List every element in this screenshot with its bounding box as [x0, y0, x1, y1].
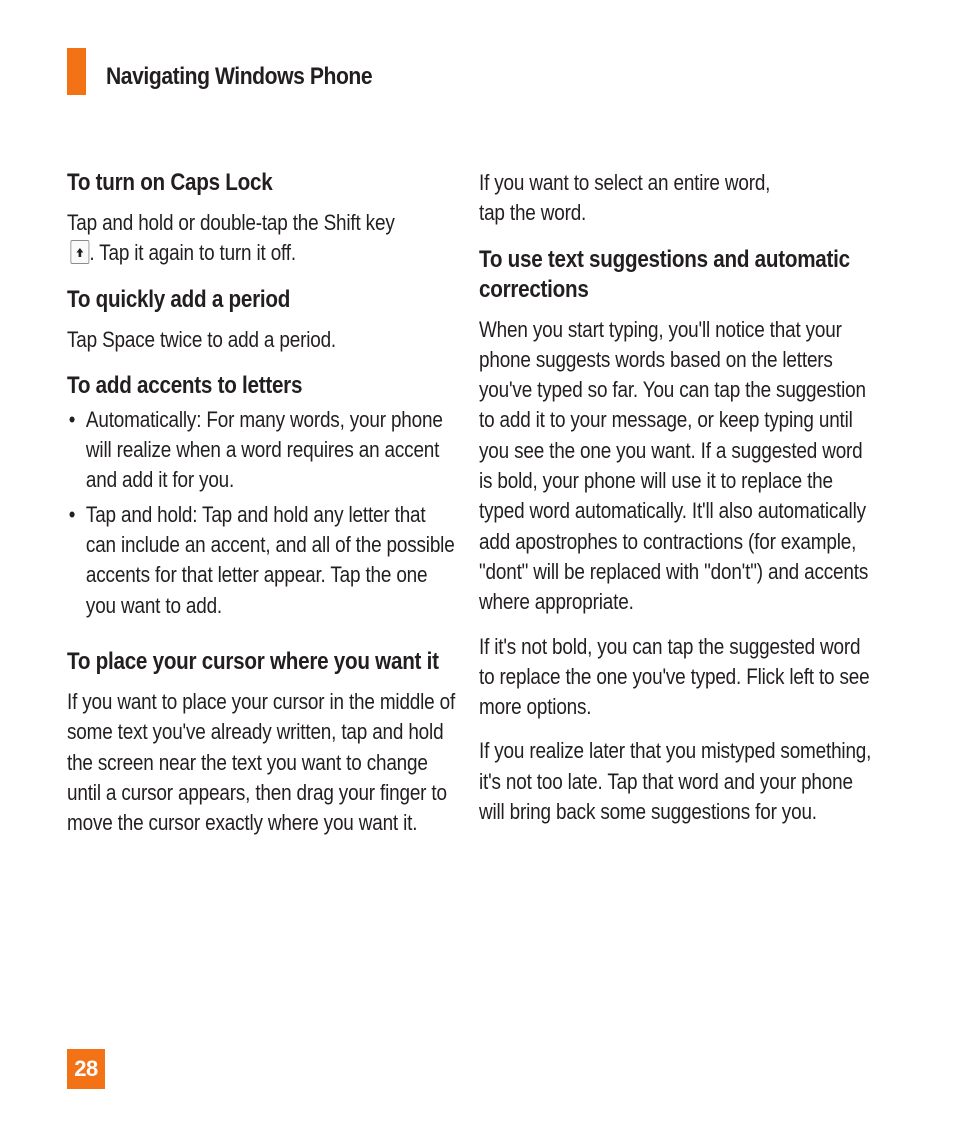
suggestions-paragraph-2: If it's not bold, you can tap the suggested word to replace the one you've typed. Flick left to see more options. — [479, 633, 870, 720]
select-word-text: If you want to select an entire word, tap the word. — [479, 170, 771, 226]
accents-heading: To add accents to letters — [67, 371, 303, 399]
caps-lock-text-before: Tap and hold or double-tap the Shift key — [67, 210, 395, 235]
caps-lock-heading: To turn on Caps Lock — [67, 169, 273, 196]
section-accent-bar — [67, 48, 86, 95]
right-column — [479, 168, 879, 841]
accents-bullet-automatic: • Automatically: For many words, your phone will realize when a word requires an accent and add it for you. — [67, 405, 456, 496]
section-title: Navigating Windows Phone — [106, 63, 373, 90]
left-column — [67, 168, 457, 852]
caps-lock-text — [67, 208, 402, 269]
caps-lock-text-after: . Tap it again to turn it off. — [89, 240, 296, 266]
period-heading: To quickly add a period — [67, 285, 291, 313]
suggestions-paragraph-1: When you start typing, you'll notice that your phone suggests words based on the letters you've typed so far. You can tap the suggestion to add it to your message, or keep typing until you see the one you want. If a suggested word is bold, your phone will use it to replace the typed word automatically. It'll also automatically add apostrophes to contractions (for example, "dont" will be replaced with "don't") and accents where appropriate. — [479, 316, 869, 615]
accents-bullet-tap-hold: • Tap and hold: Tap and hold any letter that can include an accent, and all of the possible accents for that letter appear. Tap the one you want to add. — [67, 500, 456, 621]
page-number: 28 — [67, 1049, 105, 1089]
cursor-text: If you want to place your cursor in the middle of some text you've already written, tap and hold the screen near the text you want to change until a cursor appears, then drag your finger to move the cursor exactly where you want it. — [67, 688, 456, 836]
suggestions-heading: To use text suggestions and automatic corrections — [479, 245, 850, 303]
suggestions-paragraph-3: If you realize later that you mistyped something, it's not too late. Tap that word and your phone will bring back some suggestions for you. — [479, 738, 872, 825]
cursor-heading: To place your cursor where you want it — [67, 647, 439, 675]
accents-list — [67, 405, 456, 621]
period-text: Tap Space twice to add a period. — [67, 326, 337, 352]
shift-key-icon — [70, 240, 89, 264]
